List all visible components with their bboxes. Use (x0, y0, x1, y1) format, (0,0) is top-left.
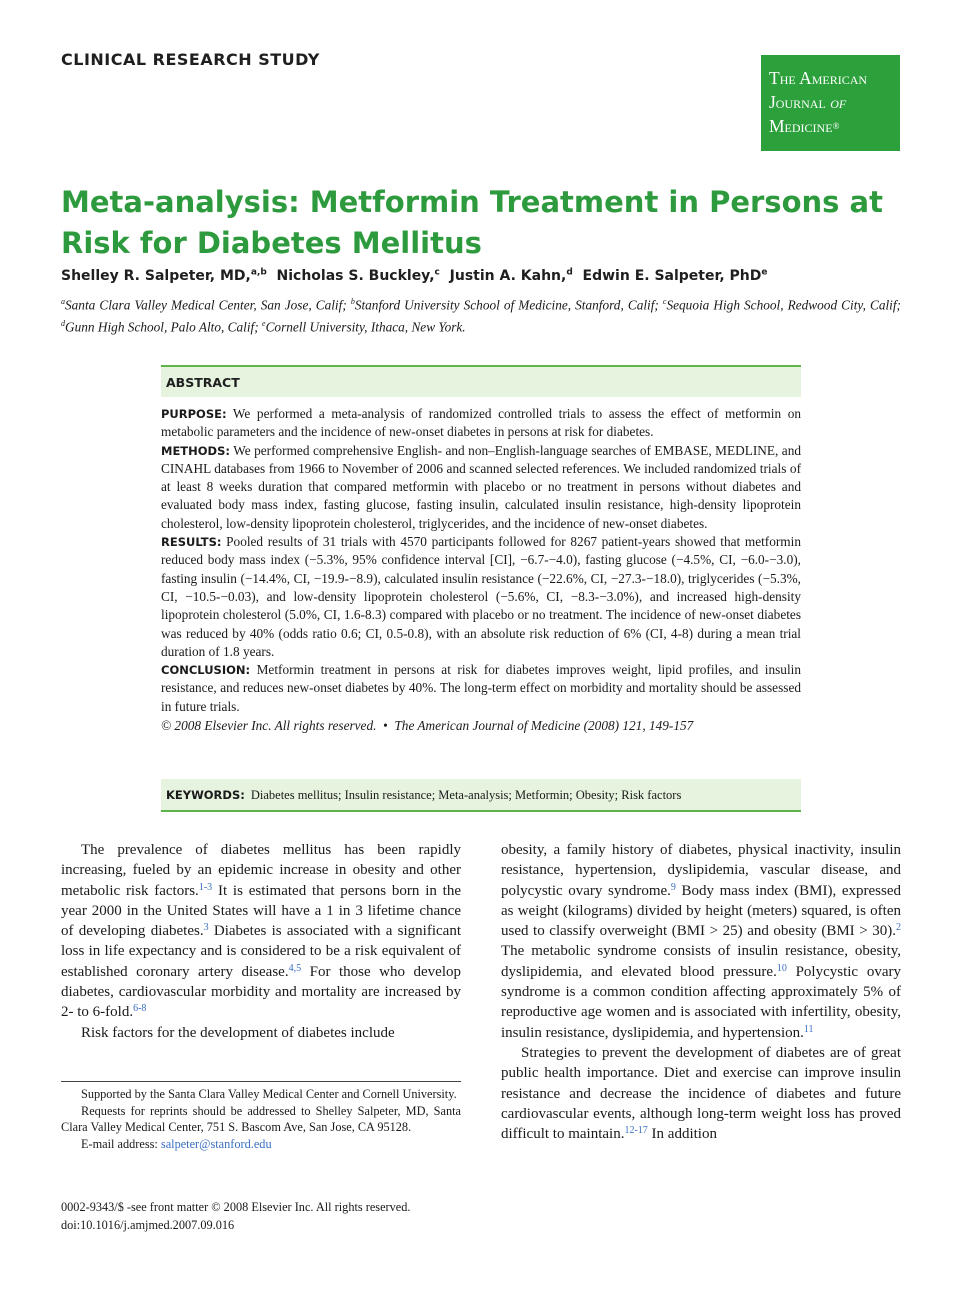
body-paragraph: obesity, a family history of diabetes, physical inactivity, insulin resistance, hypertension, dyslipidemia, vascular disease, and polycystic ovary syndrome.$^9$ Body mass index (BMI), expressed as weight (kilograms) divided by height (meters) squared, is often used to classify overweight (BMI > 25) and obesity (BMI > 30).$^2$ The metabolic syndrome consists of insulin resistance, obesity, dyslipidemia, and elevated blood pressure.$^{10}$ Polycystic ovary syndrome is a common condition affecting approximately 5% of reproductive age women and is associated with infertility, obesity, insulin resistance, dyslipidemia, and hypertension.$^{11}$ (501, 842, 902, 1041)
reference-link[interactable]: 10 (776, 962, 787, 974)
footnote-reprints: Requests for reprints should be addressed to Shelley Salpeter, MD, Santa Clara Valley Medical Center, 751 S. Bascom Ave, San Jose, CA 95128. (61, 1103, 461, 1134)
page-footer (61, 1198, 481, 1234)
reference-link[interactable]: 11 (803, 1023, 814, 1035)
reference-link[interactable]: 2 (896, 922, 901, 934)
reference-link[interactable]: 3 (203, 922, 209, 934)
journal-logo-line1: The American (769, 68, 868, 88)
author: Shelley R. Salpeter, MD,$^{a,b}$ (61, 267, 267, 284)
journal-logo-line2: Journal of (769, 92, 847, 112)
body-column-left (61, 840, 461, 1043)
author: Nicholas S. Buckley,$^c$ (276, 267, 440, 284)
issn-line: 0002-9343/$ -see front matter © 2008 Elsevier Inc. All rights reserved. (61, 1200, 411, 1214)
journal-logo-line3: Medicine® (769, 116, 840, 136)
abstract-purpose: PURPOSE: We performed a meta-analysis of randomized controlled trials to assess the effect of metformin on metabolic parameters and the incidence of new-onset diabetes in persons at risk for diabetes. (161, 406, 801, 440)
author: Edwin E. Salpeter, PhD$^e$ (582, 267, 768, 284)
abstract-methods: METHODS: We performed comprehensive English- and non–English-language searches of EMBASE, MEDLINE, and CINAHL databases from 1966 to November of 2006 and scanned selected references. We included randomized trials of at least 8 weeks duration that compared metformin with placebo or no treatment in persons without diabetes and evaluated body mass index, fasting glucose, fasting insulin, calculated insulin resistance, high-density lipoprotein cholesterol, low-density lipoprotein cholesterol, triglycerides, and the incidence of new-onset diabetes. (161, 442, 801, 531)
keywords-list: Diabetes mellitus; Insulin resistance; Meta-analysis; Metformin; Obesity; Risk factors (250, 788, 682, 802)
email-link[interactable]: salpeter@stanford.edu (160, 1136, 272, 1151)
body-paragraph: Strategies to prevent the development of diabetes are of great public health importance. Diet and exercise can improve insulin resistance and decrease the incidence of diabetes and future cardiovascular events, although long-term weight loss has proved difficult to maintain.$^{12-17}$ In addition (501, 1044, 901, 1143)
reference-link[interactable]: 12-17 (624, 1125, 648, 1137)
section-label: CLINICAL RESEARCH STUDY (61, 50, 320, 69)
body-paragraph: The prevalence of diabetes mellitus has been rapidly increasing, fueled by an epidemic increase in obesity and other metabolic risk factors.$^{1-3}$ It is estimated that persons born in the year 2000 in the United States will have a 1 in 3 lifetime chance of developing diabetes.$^3$ Diabetes is associated with a significant loss in life expectancy and is considered to be a risk equivalent of established coronary artery disease.$^{4,5}$ For those who develop diabetes, cardiovascular morbidity and mortality are increased by 2- to 6-fold.$^{6-8}$ (61, 842, 461, 1021)
footnotes (61, 1086, 461, 1152)
reference-link[interactable]: 9 (670, 881, 676, 893)
affiliations: $^a$Santa Clara Valley Medical Center, San Jose, Calif; $^b$Stanford University School of Medicine, Stanford, Calif; $^c$Sequoia High School, Redwood City, Calif; $^d$Gunn High School, Palo Alto, Calif; $^e$Cornell University, Ithaca, New York. (61, 297, 901, 335)
footnote-divider (61, 1081, 461, 1082)
author: Justin A. Kahn,$^d$ (449, 267, 573, 284)
reference-link[interactable]: 4,5 (288, 962, 302, 974)
author-list (61, 267, 767, 284)
journal-logo (761, 55, 900, 151)
abstract-body (161, 405, 801, 735)
doi-line: doi:10.1016/j.amjmed.2007.09.016 (61, 1218, 235, 1232)
footnote-support: Supported by the Santa Clara Valley Medical Center and Cornell University. (81, 1087, 457, 1101)
abstract-conclusion: CONCLUSION: Metformin treatment in persons at risk for diabetes improves weight, lipid profiles, and insulin resistance, and reduces new-onset diabetes by 40%. The long-term effect on morbidity and mortality should be assessed in future trials. (161, 662, 801, 714)
keywords-box (161, 779, 801, 812)
abstract-citation: © 2008 Elsevier Inc. All rights reserved. • The American Journal of Medicine (2008) 121, 149-157 (161, 718, 694, 734)
abstract-results: RESULTS: Pooled results of 31 trials with 4570 participants followed for 8267 patient-years showed that metformin reduced body mass index (−5.3%, 95% confidence interval [CI], −6.7-−4.0), fasting glucose (−4.5%, CI, −6.0-−3.0), fasting insulin (−14.4%, CI, −19.9-−8.9), calculated insulin resistance (−22.6%, CI, −27.3-−18.0), triglycerides (−5.3%, CI, −10.5-−0.03), and low-density lipoprotein cholesterol (−5.6%, CI, −8.3-−3.0%), and increased high-density lipoprotein cholesterol (5.0%, CI, 1.6-8.3) compared with placebo or no treatment. The incidence of new-onset diabetes was reduced by 40% (odds ratio 0.6; CI, 0.5-0.8), with an absolute risk reduction of 6% (CI, 4-8) during a mean trial duration of 1.8 years. (161, 534, 801, 659)
keywords-label: KEYWORDS: (166, 788, 245, 802)
article-title: Meta-analysis: Metformin Treatment in Persons at Risk for Diabetes Mellitus (61, 185, 883, 260)
reference-link[interactable]: 1-3 (198, 881, 213, 893)
footnote-email: E-mail address: salpeter@stanford.edu (81, 1136, 272, 1151)
body-paragraph: Risk factors for the development of diabetes include (81, 1024, 395, 1041)
reference-link[interactable]: 6-8 (133, 1003, 147, 1015)
abstract-heading: ABSTRACT (161, 365, 801, 397)
body-column-right (501, 840, 901, 1144)
